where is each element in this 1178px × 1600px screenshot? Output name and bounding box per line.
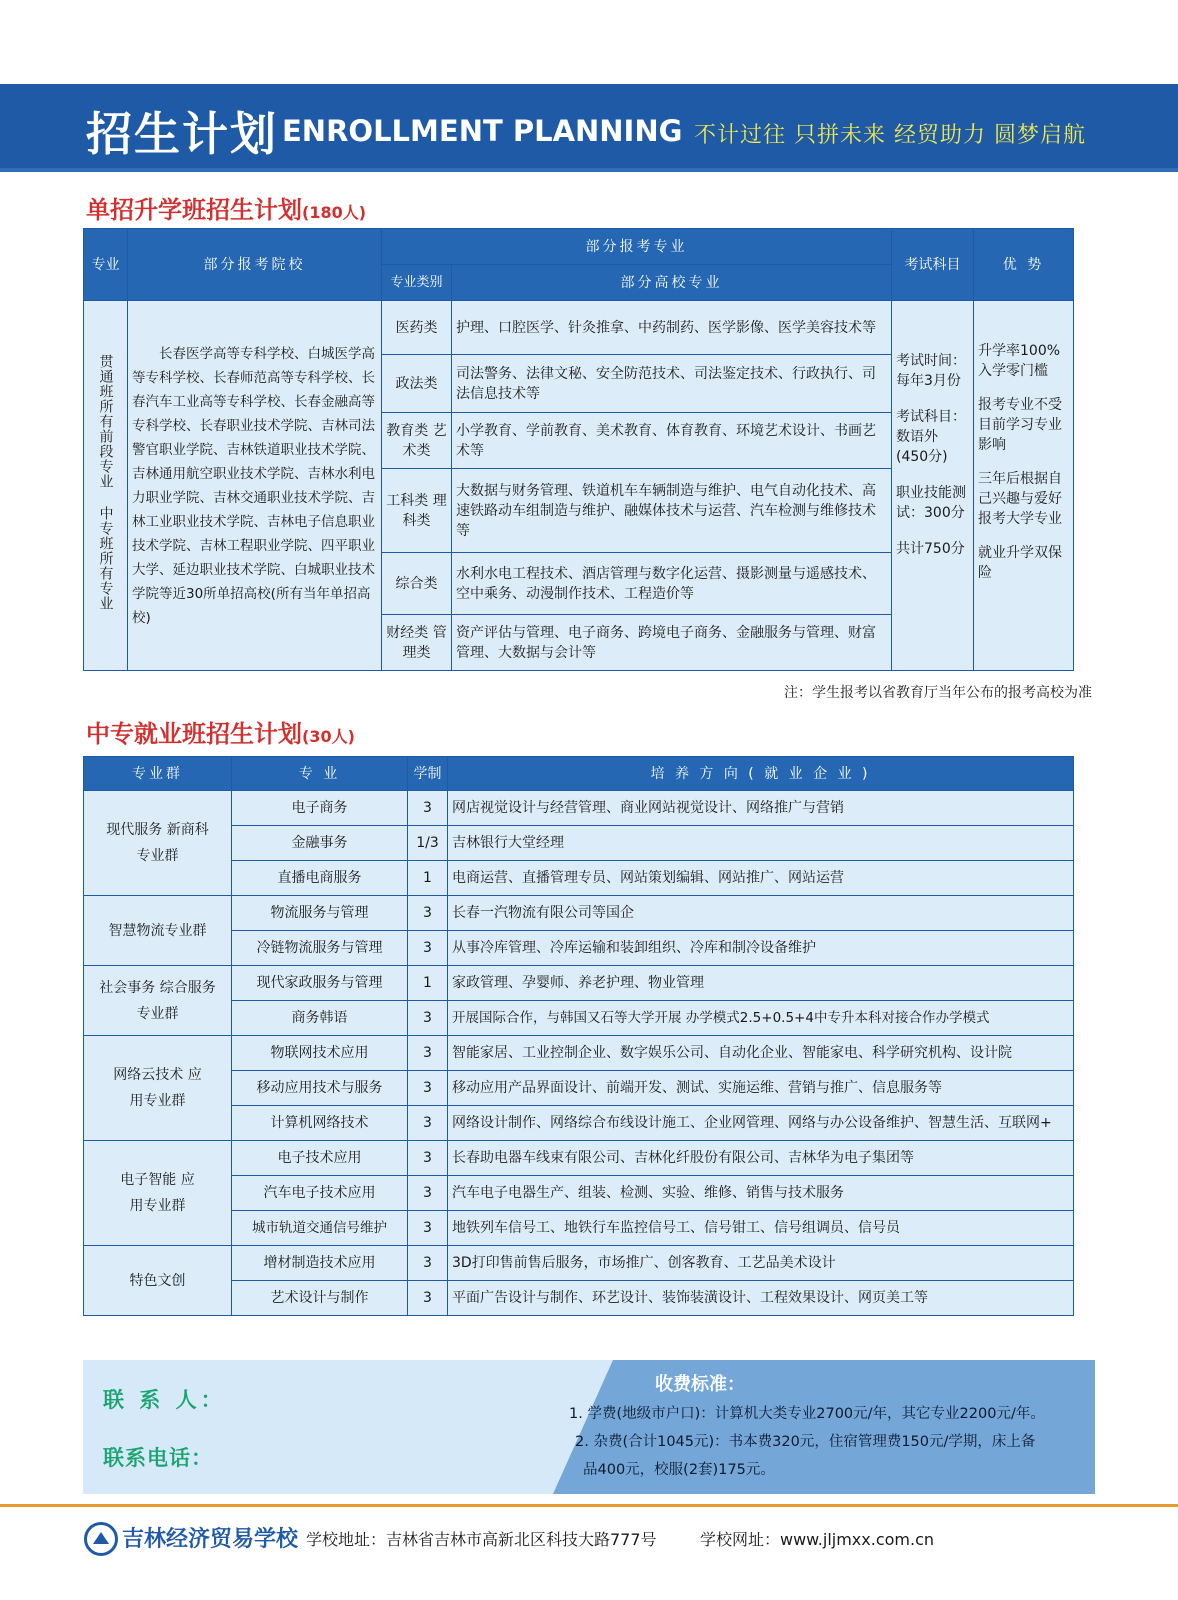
group-cell: 网络云技术 应用专业群	[84, 1036, 232, 1141]
direction-cell: 网店视觉设计与经营管理、商业网站视觉设计、网络推广与营销	[448, 791, 1074, 826]
exam-skill: 职业技能测试：300分	[896, 485, 966, 521]
years-cell: 3	[408, 1281, 448, 1316]
th-major2: 专 业	[232, 757, 408, 791]
slogan: 不计过往 只拼未来 经贸助力 圆梦启航	[694, 123, 1086, 148]
school-address: 学校地址：吉林省吉林市高新北区科技大路777号	[306, 1530, 657, 1549]
years-cell: 1/3	[408, 826, 448, 861]
fee-line-3: 品400元，校服(2套)175元。	[583, 1462, 775, 1478]
section2-count: (30人)	[302, 727, 355, 746]
direction-cell: 从事冷库管理、冷库运输和装卸组织、冷库和制冷设备维护	[448, 931, 1074, 966]
direction-cell: 开展国际合作，与韩国又石等大学开展 办学模式2.5+0.5+4中专升本科对接合作办学模式	[448, 1001, 1074, 1036]
category-cell: 医药类	[382, 301, 452, 355]
majors-cell: 司法警务、法律文秘、安全防范技术、司法鉴定技术、行政执行、司法信息技术等	[452, 355, 892, 413]
group-cell: 智慧物流专业群	[84, 896, 232, 966]
enrollment-table-2	[83, 756, 1074, 1316]
section1-count: (180人)	[302, 203, 367, 222]
exam-cell	[892, 301, 974, 671]
group-cell: 电子智能 应用专业群	[84, 1141, 232, 1246]
page-title: 招生计划	[86, 107, 278, 161]
category-cell: 政法类	[382, 355, 452, 413]
direction-cell: 家政管理、孕婴师、养老护理、物业管理	[448, 966, 1074, 1001]
group-cell: 现代服务 新商科专业群	[84, 791, 232, 896]
majors-cell: 护理、口腔医学、针灸推拿、中药制药、医学影像、医学美容技术等	[452, 301, 892, 355]
fee-title: 收费标准：	[655, 1374, 745, 1395]
fee-line-2: 2. 杂费(合计1045元)：书本费320元，住宿管理费150元/学期，床上备	[575, 1434, 1036, 1450]
major-cell: 计算机网络技术	[232, 1106, 408, 1141]
major-cell: 城市轨道交通信号维护	[232, 1211, 408, 1246]
contact-phone-label: 联系电话：	[103, 1446, 213, 1470]
th-advantage: 优 势	[974, 229, 1074, 301]
major-cell: 电子技术应用	[232, 1141, 408, 1176]
th-exam: 考试科目	[892, 229, 974, 301]
footer-divider	[0, 1504, 1178, 1507]
years-cell: 3	[408, 1071, 448, 1106]
years-cell: 3	[408, 1001, 448, 1036]
section1-title	[86, 190, 366, 225]
major-cell: 电子商务	[232, 791, 408, 826]
group-cell: 特色文创	[84, 1246, 232, 1316]
direction-cell: 网络设计制作、网络综合布线设计施工、企业网管理、网络与办公设备维护、智慧生活、互联网+	[448, 1106, 1074, 1141]
major-cell: 现代家政服务与管理	[232, 966, 408, 1001]
years-cell: 1	[408, 966, 448, 1001]
major-cell: 移动应用技术与服务	[232, 1071, 408, 1106]
header-banner	[0, 84, 1178, 172]
years-cell: 3	[408, 1036, 448, 1071]
major-cell: 直播电商服务	[232, 861, 408, 896]
majors-cell: 大数据与财务管理、铁道机车车辆制造与维护、电气自动化技术、高速铁路动车组制造与维护、融媒体技术与运营、汽车检测与维修技术等	[452, 469, 892, 553]
enrollment-table-1	[83, 228, 1074, 671]
advantage-2: 报考专业不受目前学习专业影响	[978, 397, 1062, 453]
years-cell: 3	[408, 1176, 448, 1211]
majors-cell: 小学教育、学前教育、美术教育、体育教育、环境艺术设计、书画艺术等	[452, 413, 892, 469]
section1-title-text: 单招升学班招生计划	[86, 196, 302, 224]
advantage-4: 就业升学双保险	[978, 545, 1062, 581]
page-title-en: ENROLLMENT PLANNING	[282, 114, 683, 148]
advantage-cell	[974, 301, 1074, 671]
schools-cell	[128, 301, 382, 671]
fee-line-1: 1. 学费(地级市户口)：计算机大类专业2700元/年，其它专业2200元/年。	[569, 1406, 1045, 1422]
th-majors-group: 部分报考专业	[382, 229, 892, 265]
major-cell: 增材制造技术应用	[232, 1246, 408, 1281]
category-cell: 综合类	[382, 553, 452, 615]
major-cell: 商务韩语	[232, 1001, 408, 1036]
years-cell: 3	[408, 1106, 448, 1141]
contact-person-label: 联 系 人：	[103, 1388, 226, 1412]
note: 注：学生报考以省教育厅当年公布的报考高校为准	[784, 685, 1092, 701]
th-college-majors: 部分高校专业	[452, 265, 892, 301]
section2-title-text: 中专就业班招生计划	[86, 720, 302, 748]
category-cell: 工科类 理科类	[382, 469, 452, 553]
major-vertical-cell	[84, 301, 128, 671]
school-logo-icon	[84, 1522, 118, 1556]
schools-text: 长春医学高等专科学校、白城医学高等专科学校、长春师范高等专科学校、长春汽车工业高等专科学校、长春金融高等专科学校、长春职业技术学院、吉林司法警官职业学院、吉林铁道职业技术学院、吉林通用航空职业技术学院、吉林水利电力职业学院、吉林交通职业技术学院、吉林工业职业技术学院、吉林电子信息职业技术学院、吉林工程职业学院、四平职业大学、延边职业技术学院、白城职业技术学院等近30所单招高校(所有当年单招高校)	[132, 345, 375, 626]
group-cell: 社会事务 综合服务专业群	[84, 966, 232, 1036]
direction-cell: 电商运营、直播管理专员、网站策划编辑、网站推广、网站运营	[448, 861, 1074, 896]
major-vertical-text: 贯通班所有前段专业 中专班所有专业	[97, 354, 114, 611]
direction-cell: 地铁列车信号工、地铁行车监控信号工、信号钳工、信号组调员、信号员	[448, 1211, 1074, 1246]
category-cell: 教育类 艺术类	[382, 413, 452, 469]
major-cell: 物流服务与管理	[232, 896, 408, 931]
majors-cell: 水利水电工程技术、酒店管理与数字化运营、摄影测量与遥感技术、空中乘务、动漫制作技术、工程造价等	[452, 553, 892, 615]
direction-cell: 移动应用产品界面设计、前端开发、测试、实施运维、营销与推广、信息服务等	[448, 1071, 1074, 1106]
exam-total: 共计750分	[896, 541, 965, 557]
contact-panel	[83, 1360, 1095, 1494]
direction-cell: 长春一汽物流有限公司等国企	[448, 896, 1074, 931]
advantage-3: 三年后根据自己兴趣与爱好报考大学专业	[978, 471, 1062, 527]
section2-title	[86, 714, 355, 749]
direction-cell: 3D打印售前售后服务，市场推广、创客教育、工艺品美术设计	[448, 1246, 1074, 1281]
th-category: 专业类别	[382, 265, 452, 301]
majors-cell: 资产评估与管理、电子商务、跨境电子商务、金融服务与管理、财富管理、大数据与会计等	[452, 615, 892, 671]
major-cell: 冷链物流服务与管理	[232, 931, 408, 966]
direction-cell: 吉林银行大堂经理	[448, 826, 1074, 861]
school-website[interactable]: 学校网址：www.jljmxx.com.cn	[700, 1530, 935, 1549]
school-name: 吉林经济贸易学校	[122, 1526, 299, 1552]
years-cell: 3	[408, 896, 448, 931]
major-cell: 汽车电子技术应用	[232, 1176, 408, 1211]
major-cell: 艺术设计与制作	[232, 1281, 408, 1316]
exam-subjects: 考试科目：数语外(450分)	[896, 409, 966, 465]
direction-cell: 平面广告设计与制作、环艺设计、装饰装潢设计、工程效果设计、网页美工等	[448, 1281, 1074, 1316]
advantage-1: 升学率100% 入学零门槛	[978, 343, 1061, 379]
contact-left-panel	[83, 1360, 643, 1494]
years-cell: 1	[408, 861, 448, 896]
th-years: 学制	[408, 757, 448, 791]
major-cell: 金融事务	[232, 826, 408, 861]
th-direction: 培 养 方 向 ( 就 业 企 业 )	[448, 757, 1074, 791]
direction-cell: 长春助电器车线束有限公司、吉林化纤股份有限公司、吉林华为电子集团等	[448, 1141, 1074, 1176]
years-cell: 3	[408, 1246, 448, 1281]
th-schools: 部分报考院校	[128, 229, 382, 301]
major-cell: 物联网技术应用	[232, 1036, 408, 1071]
th-major: 专业	[84, 229, 128, 301]
exam-time: 考试时间：每年3月份	[896, 353, 966, 389]
th-group: 专业群	[84, 757, 232, 791]
direction-cell: 汽车电子电器生产、组装、检测、实验、维修、销售与技术服务	[448, 1176, 1074, 1211]
direction-cell: 智能家居、工业控制企业、数字娱乐公司、自动化企业、智能家电、科学研究机构、设计院	[448, 1036, 1074, 1071]
years-cell: 3	[408, 1211, 448, 1246]
years-cell: 3	[408, 931, 448, 966]
years-cell: 3	[408, 791, 448, 826]
category-cell: 财经类 管理类	[382, 615, 452, 671]
years-cell: 3	[408, 1141, 448, 1176]
